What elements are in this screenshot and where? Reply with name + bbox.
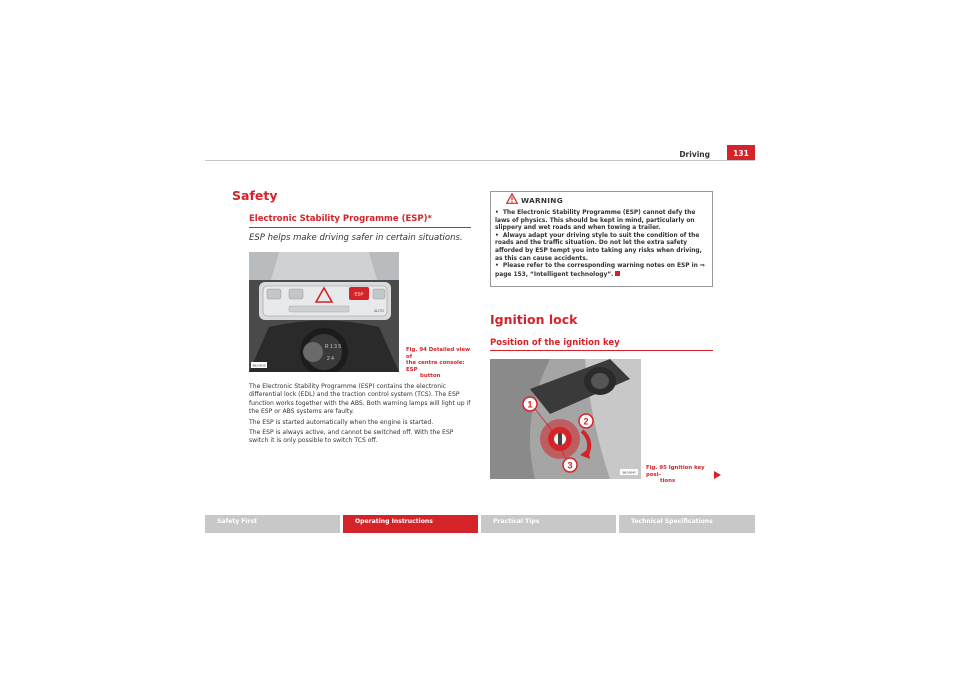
tab-practical-tips[interactable]: Practical Tips (481, 515, 616, 533)
warning-item (490, 210, 708, 233)
figure94-ref-code: B6J-0039 (252, 363, 266, 368)
warning-item-text: The Electronic Stability Programme (ESP) cannot defy the laws of physics. This should be kept in mind, particularly on slippery and wet roads and when towing a trailer. (495, 210, 696, 232)
bullet-icon: • (495, 210, 499, 216)
warning-item-text: Always adapt your driving style to suit the condition of the roads and the traffic situation. Do not let the extra safety afforded by ESP tempt you into taking any risks when driving, as this can cause accidents. (495, 232, 702, 262)
warning-item (490, 263, 708, 279)
caption-line: tions (660, 478, 676, 484)
figure-ignition-key (490, 359, 641, 479)
subsection-rule (249, 227, 471, 228)
page-number: 131 (727, 145, 755, 161)
marker-2: 2 (583, 416, 589, 427)
tab-safety-first[interactable]: Safety First (205, 515, 340, 533)
bullet-icon: • (495, 232, 499, 239)
bullet-icon: • (495, 263, 499, 270)
chapter-title: Driving (679, 150, 710, 159)
figure95-caption (646, 465, 716, 485)
caption-line: button (420, 373, 441, 379)
tab-operating-instructions[interactable]: Operating Instructions (343, 515, 478, 533)
auto-label: AUTO (374, 309, 384, 313)
section-end-icon (615, 271, 620, 276)
tab-technical-specifications[interactable]: Technical Specifications (619, 515, 755, 533)
svg-text:2 4: 2 4 (327, 356, 334, 362)
caption-line: Fig. 95 Ignition key posi- (646, 465, 705, 478)
ignition-key-illustration (490, 359, 641, 479)
intro-text: ESP helps make driving safer in certain situations. (249, 233, 463, 243)
warning-item (490, 233, 708, 263)
caption-line: the centre console: ESP (406, 360, 465, 373)
subsection2-title: Position of the ignition key (490, 338, 620, 348)
caption-line: Fig. 94 Detailed view of (406, 347, 471, 360)
figure-centre-console (249, 252, 399, 372)
subsection2-rule (490, 350, 713, 351)
svg-text:R 1 3 5: R 1 3 5 (325, 344, 342, 350)
section2-title: Ignition lock (490, 312, 578, 327)
subsection-title: Electronic Stability Programme (ESP)* (249, 214, 432, 224)
figure94-caption (406, 347, 476, 380)
warning-item-text[interactable]: Please refer to the corresponding warning notes on ESP in ⇒ page 153, “Intelligent technology”. (495, 263, 705, 278)
warning-title: WARNING (521, 196, 564, 205)
centre-console-illustration (249, 252, 399, 372)
marker-1: 1 (527, 399, 533, 410)
next-page-arrow-icon[interactable] (714, 471, 721, 479)
body-text (249, 383, 471, 448)
warning-triangle-icon (506, 193, 518, 204)
body-paragraph: The Electronic Stability Programme (ESP) contains the electronic differential lock (EDL) and the traction control system (TCS). The ESP function works together with the ABS. Both warning lamps will light up if the ESP or ABS systems are faulty. (249, 383, 471, 416)
body-paragraph: The ESP is always active, and cannot be switched off. With the ESP switch it is only possible to switch TCS off. (249, 429, 454, 445)
marker-3: 3 (567, 460, 573, 471)
body-paragraph: The ESP is started automatically when the engine is started. (249, 418, 434, 426)
header-rule (205, 160, 755, 161)
figure95-ref-code: B6J-0040 (622, 470, 636, 475)
esp-button-label: ESP (354, 291, 364, 297)
section-title: Safety (232, 188, 278, 203)
warning-list (490, 210, 708, 279)
